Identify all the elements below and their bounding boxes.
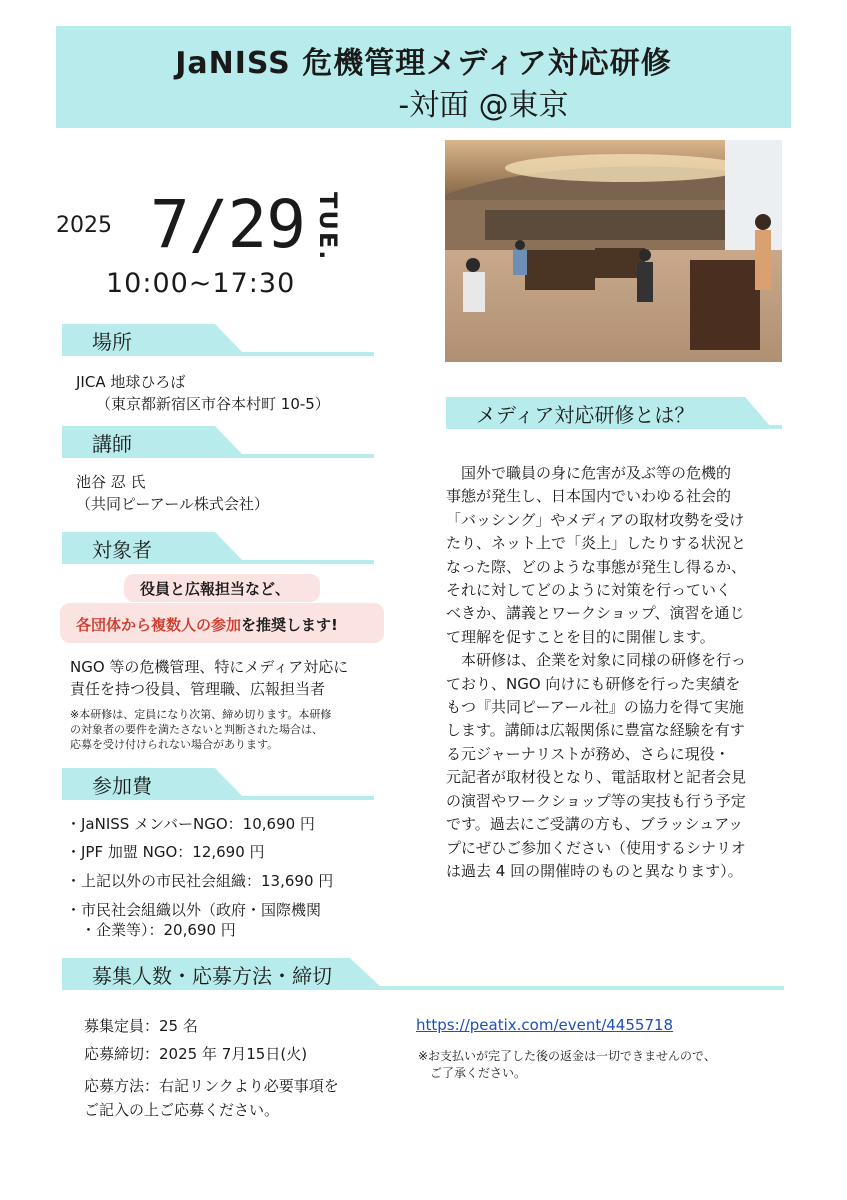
fee-item-other-2: ・企業等）：20,690 円 [66,921,236,939]
about-heading [446,397,782,427]
about-line: ており、NGO 向けにも研修を行った実績を [446,674,741,693]
about-line: は過去 4 回の開催時のものと異なります）。 [446,861,743,880]
about-line: 事態が発生し、日本国内でいわゆる社会的 [446,487,732,506]
about-line: る元ジャーナリストが務め、さらに現役・ [446,744,730,763]
recruit-heading [62,958,784,988]
about-line: もつ『共同ピーアール社』の協力を得て実施 [446,698,744,717]
about-line: です。過去にご受講の方も、ブラッシュアッ [446,815,744,834]
about-line: て理解を促すことを目的に開催します。 [446,627,715,646]
recruit-method-1: 応募方法：右記リンクより必要事項を [84,1077,339,1095]
event-time: 10:00~17:30 [106,268,296,299]
fee-item-member: ・JaNISS メンバーNGO：10,690 円 [66,815,315,833]
about-line: 国外で職員の身に危害が及ぶ等の危機的 [446,464,732,482]
conference-photo-illustration [445,140,782,362]
page-subtitle: -対面 @東京 [398,88,569,123]
about-line: 本研修は、企業を対象に同様の研修を行っ [446,651,747,670]
about-line: それに対してどのように対策を行っていく [446,581,732,600]
event-weekday: TUE. [314,192,342,262]
audience-note-1: ※本研修は、定員になり次第、締め切ります。本研修 [70,708,332,721]
about-line: たり、ネット上で「炎上」したりする状況と [446,534,747,553]
about-line: します。講師は広報関係に豊富な経験を有す [446,721,745,740]
lecturer-heading [62,426,374,456]
lecturer-heading-label: 講師 [92,432,132,456]
about-line: の演習やワークショップ等の実技も行う予定 [446,791,746,810]
about-body [446,462,746,883]
about-line: プにぜひご参加ください（使用するシナリオ [446,838,746,857]
venue-heading-label: 場所 [92,330,132,354]
audience-description-2: 責任を持つ役員、管理職、広報担当者 [70,680,326,698]
audience-highlight-rest: を推奨します! [241,616,338,634]
lecturer-affiliation: （共同ピーアール株式会社） [76,495,269,513]
audience-description-1: NGO 等の危機管理、特にメディア対応に [70,658,349,676]
refund-note-1: ※お支払いが完了した後の返金は一切できませんので、 [418,1049,716,1063]
fee-heading-label: 参加費 [92,774,152,798]
audience-highlight-red: 各団体から複数人の参加 [76,616,242,634]
fee-heading [62,768,374,798]
about-heading-label: メディア対応研修とは？ [476,403,695,427]
page-title: JaNISS 危機管理メディア対応研修 [175,46,672,81]
recruit-heading-label: 募集人数・応募方法・締切 [92,964,332,988]
about-line: 元記者が取材役となり、電話取材と記者会見 [446,768,747,787]
audience-highlight-2 [76,614,338,635]
fee-item-civil: ・上記以外の市民社会組織：13,690 円 [66,872,334,890]
audience-heading [62,532,374,562]
peatix-link[interactable]: https://peatix.com/event/4455718 [416,1016,674,1034]
refund-note-2: ご了承ください。 [418,1066,527,1080]
about-line: 「バッシング」やメディアの取材攻勢を受け [446,510,745,529]
conference-room-photo [445,140,782,362]
audience-note-3: 応募を受け付けられない場合があります。 [70,738,279,751]
title-banner [56,26,791,128]
recruit-capacity: 募集定員：25 名 [84,1017,198,1035]
event-year: 2025 [56,213,112,238]
fee-item-jpf: ・JPF 加盟 NGO：12,690 円 [66,843,265,861]
venue-heading [62,324,374,354]
about-line: べきか、講義とワークショップ、演習を通じ [446,604,745,623]
fee-item-other-1: ・市民社会組織以外（政府・国際機関 [66,901,322,919]
venue-address: （東京都新宿区市谷本村町 10-5） [96,395,330,413]
audience-note-2: の対象者の要件を満たさないと判断された場合は、 [70,723,323,736]
event-date: 7/29 [150,186,305,263]
recruit-deadline: 応募締切：2025 年 7月15日(火) [84,1045,308,1063]
lecturer-name: 池谷 忍 氏 [76,473,146,491]
venue-name: JICA 地球ひろば [76,373,186,391]
audience-highlight-1: 役員と広報担当など、 [140,580,291,598]
about-line: なった際、どのような事態が発生し得るか、 [446,557,747,576]
recruit-method-2: ご記入の上ご応募ください。 [84,1101,280,1119]
audience-heading-label: 対象者 [92,538,152,562]
